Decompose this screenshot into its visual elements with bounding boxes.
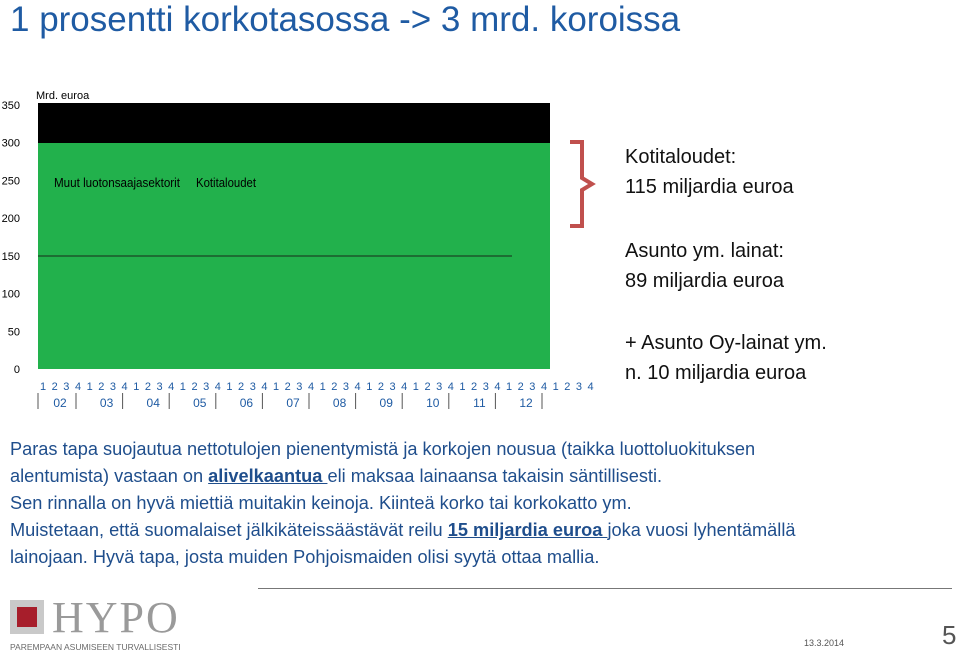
- quarter-label: 4: [540, 381, 548, 393]
- slide-date: 13.3.2014: [804, 638, 845, 648]
- quarter-label: 3: [342, 381, 350, 393]
- quarter-label: 4: [261, 381, 268, 393]
- logo-mark-icon: [10, 600, 44, 634]
- quarter-label: 1: [226, 381, 233, 393]
- quarter-label: 2: [377, 381, 384, 393]
- body-line-5: lainojaan. Hyvä tapa, josta muiden Pohjoismaiden olisi syytä ottaa mallia.: [10, 547, 600, 567]
- y-tick-label: 100: [1, 288, 20, 301]
- year-label: 04: [146, 396, 160, 410]
- quarter-label: 1: [459, 381, 466, 393]
- year-label: 11: [473, 396, 486, 410]
- quarter-label: 2: [98, 381, 105, 393]
- y-tick-label: 150: [1, 250, 20, 263]
- quarter-label: 3: [156, 381, 163, 393]
- quarter-label: 1: [506, 381, 513, 393]
- quarter-label: 3: [482, 381, 489, 393]
- slide-title: 1 prosentti korkotasossa -> 3 mrd. koroissa: [10, 0, 681, 39]
- quarter-label: 2: [564, 381, 571, 393]
- households-label: Kotitaloudet:: [625, 146, 737, 168]
- year-label: 05: [193, 396, 207, 410]
- y-axis-ticks: [2, 100, 20, 376]
- black-area: [38, 103, 550, 143]
- households-value: 115 miljardia euroa: [625, 176, 794, 198]
- quarter-label: 1: [412, 381, 419, 393]
- quarter-label: 4: [74, 381, 82, 393]
- year-label: 06: [239, 396, 254, 410]
- legend-households: Kotitaloudet: [196, 175, 257, 190]
- year-label: 07: [286, 396, 300, 410]
- quarter-label: 2: [424, 381, 431, 393]
- quarter-label: 4: [401, 381, 408, 393]
- quarter-label: 3: [296, 381, 303, 393]
- quarter-label: 4: [447, 381, 454, 393]
- year-labels: [38, 393, 542, 410]
- company-loans-label: + Asunto Oy-lainat ym.: [625, 332, 827, 354]
- y-tick-label: 0: [13, 364, 20, 376]
- quarter-label: 4: [307, 381, 315, 393]
- legend-other-sectors: Muut luotonsaajasektorit: [54, 175, 181, 190]
- housing-loans-value: 89 miljardia euroa: [625, 270, 784, 292]
- quarter-label: 1: [179, 381, 186, 393]
- quarter-label: 3: [436, 381, 443, 393]
- quarter-label: 4: [587, 381, 594, 393]
- housing-loans-label: Asunto ym. lainat:: [625, 240, 784, 262]
- quarter-label: 4: [214, 381, 221, 393]
- footer-divider: [258, 588, 952, 589]
- quarter-label: 2: [284, 381, 291, 393]
- page-number: 5: [942, 620, 957, 650]
- body-line-3: Sen rinnalla on hyvä miettiä muitakin keinoja. Kiinteä korko tai korkokatto ym.: [10, 493, 632, 513]
- quarter-label: 1: [273, 381, 280, 393]
- body-line-2: alentumista) vastaan on alivelkaantua eli maksaa lainaansa takaisin säntillisesti.: [10, 466, 663, 486]
- year-label: 09: [379, 396, 393, 410]
- year-label: 12: [519, 396, 533, 410]
- quarter-label: 1: [40, 381, 47, 393]
- bracket-icon: [566, 140, 596, 228]
- quarter-label: 1: [552, 381, 559, 393]
- quarter-label: 4: [168, 381, 175, 393]
- y-tick-label: 350: [1, 100, 20, 112]
- year-label: 10: [426, 396, 440, 410]
- quarter-label: 2: [238, 381, 245, 393]
- savings-emphasis: 15 miljardia euroa: [447, 520, 608, 540]
- year-label: 02: [53, 396, 67, 410]
- quarter-label: 2: [331, 381, 338, 393]
- quarter-label: 4: [121, 381, 128, 393]
- quarter-label: 3: [389, 381, 396, 393]
- quarter-label: 4: [354, 381, 361, 393]
- quarter-label: 1: [319, 381, 326, 393]
- y-tick-label: 50: [7, 326, 20, 339]
- logo-text: HYPO: [52, 593, 180, 642]
- quarter-label: 3: [203, 381, 210, 393]
- year-label: 08: [332, 396, 347, 410]
- quarter-label: 3: [529, 381, 536, 393]
- y-tick-label: 300: [1, 137, 20, 150]
- body-text: [10, 436, 950, 571]
- quarter-label: 2: [517, 381, 524, 393]
- quarter-label: 2: [51, 381, 58, 393]
- green-area: [38, 115, 550, 369]
- y-tick-label: 250: [1, 175, 20, 188]
- y-tick-label: 200: [1, 213, 20, 226]
- quarter-label: 3: [249, 381, 256, 393]
- quarter-label: 1: [366, 381, 373, 393]
- body-line-4: Muistetaan, että suomalaiset jälkikäteissäästävät reilu 15 miljardia euroa joka vuosi lyhentämällä: [10, 520, 796, 540]
- chart-unit-label: Mrd. euroa: [36, 90, 90, 102]
- quarter-label: 3: [63, 381, 70, 393]
- quarter-label: 3: [109, 381, 117, 393]
- alivelkaantua-emphasis: alivelkaantua: [208, 466, 328, 486]
- company-loans-value: n. 10 miljardia euroa: [625, 362, 807, 384]
- quarter-label: 2: [144, 381, 151, 393]
- logo-tagline: PAREMPAAN ASUMISEEN TURVALLISESTI: [10, 642, 181, 652]
- body-line-1: Paras tapa suojautua nettotulojen pienentymistä ja korkojen nousua (taikka luottoluokituksen: [10, 439, 756, 459]
- year-label: 03: [99, 396, 114, 410]
- quarter-label: 1: [86, 381, 93, 393]
- quarter-label: 4: [494, 381, 501, 393]
- quarter-label: 3: [575, 381, 583, 393]
- quarter-label: 2: [191, 381, 198, 393]
- quarter-label: 1: [133, 381, 140, 393]
- quarter-label: 2: [471, 381, 478, 393]
- loan-stock-chart: [0, 85, 594, 415]
- quarter-labels: [40, 381, 594, 393]
